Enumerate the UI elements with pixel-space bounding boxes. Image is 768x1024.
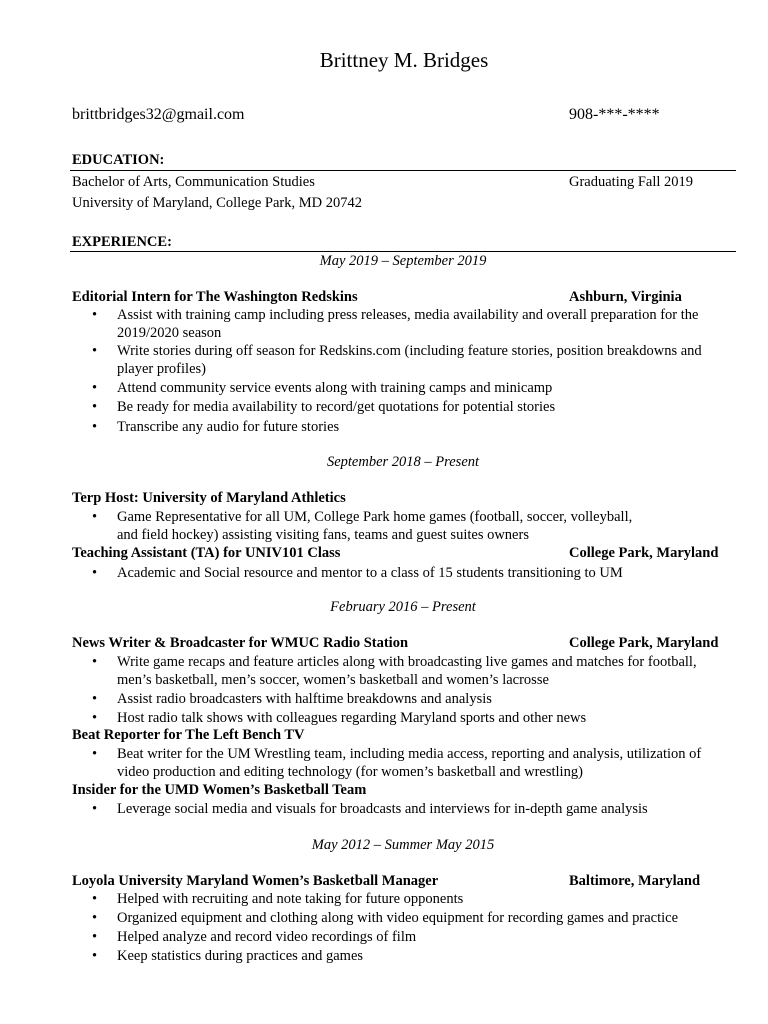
job-location: College Park, Maryland: [569, 635, 719, 651]
degree: Bachelor of Arts, Communication Studies: [72, 174, 315, 190]
bullet-text: Helped analyze and record video recordings of film: [117, 929, 417, 945]
bullet-text: player profiles): [117, 361, 206, 377]
job-title: Loyola University Maryland Women’s Basketball Manager: [72, 873, 439, 889]
job-title: Teaching Assistant (TA) for UNIV101 Class: [72, 545, 341, 561]
school: University of Maryland, College Park, MD 20742: [72, 195, 362, 211]
bullet-dot: •: [92, 891, 98, 907]
bullet-dot: •: [92, 343, 98, 359]
bullet-text: Assist radio broadcasters with halftime breakdowns and analysis: [117, 691, 492, 707]
bullet-text: Leverage social media and visuals for broadcasts and interviews for in-depth game analysis: [117, 801, 648, 817]
candidate-name: Brittney M. Bridges: [319, 48, 489, 72]
job-title: Editorial Intern for The Washington Redskins: [72, 289, 358, 305]
bullet-text: Host radio talk shows with colleagues regarding Maryland sports and other news: [117, 710, 587, 726]
date-range: September 2018 – Present: [326, 454, 480, 470]
job-location: College Park, Maryland: [569, 545, 719, 561]
bullet-text: Helped with recruiting and note taking for future opponents: [117, 891, 464, 907]
bullet-text: Organized equipment and clothing along with video equipment for recording games and practice: [117, 910, 679, 926]
job-location: Ashburn, Virginia: [569, 289, 682, 305]
bullet-text: Beat writer for the UM Wrestling team, including media access, reporting and analysis, utilization of: [117, 746, 702, 762]
bullet-text: Transcribe any audio for future stories: [117, 419, 340, 435]
bullet-dot: •: [92, 307, 98, 323]
bullet-text: 2019/2020 season: [117, 325, 222, 341]
bullet-text: Attend community service events along with training camps and minicamp: [117, 380, 553, 396]
bullet-dot: •: [92, 948, 98, 964]
bullet-text: Game Representative for all UM, College Park home games (football, soccer, volleyball,: [117, 509, 633, 525]
bullet-dot: •: [92, 565, 98, 581]
bullet-text: men’s basketball, men’s soccer, women’s basketball and women’s lacrosse: [117, 672, 549, 688]
bullet-dot: •: [92, 746, 98, 762]
job-location: Baltimore, Maryland: [569, 873, 701, 889]
bullet-text: video production and editing technology (for women’s basketball and wrestling): [117, 764, 583, 780]
bullet-text: Be ready for media availability to record/get quotations for potential stories: [117, 399, 556, 415]
bullet-text: Keep statistics during practices and games: [117, 948, 364, 964]
bullet-text: and field hockey) assisting visiting fans, teams and guest suites owners: [117, 527, 529, 543]
bullet-dot: •: [92, 380, 98, 396]
bullet-text: Write stories during off season for Redskins.com (including feature stories, position breakdowns and: [117, 343, 702, 359]
bullet-dot: •: [92, 654, 98, 670]
bullet-dot: •: [92, 801, 98, 817]
job-title: Terp Host: University of Maryland Athletics: [72, 490, 346, 506]
bullet-dot: •: [92, 509, 98, 525]
email-address: brittbridges32@gmail.com: [72, 106, 245, 123]
bullet-text: Academic and Social resource and mentor to a class of 15 students transitioning to UM: [117, 565, 623, 581]
experience-heading: EXPERIENCE:: [72, 234, 172, 250]
education-heading: EDUCATION:: [72, 152, 165, 168]
phone-number: 908-***-****: [569, 106, 660, 123]
experience-divider: [70, 251, 736, 252]
bullet-dot: •: [92, 910, 98, 926]
bullet-dot: •: [92, 710, 98, 726]
bullet-text: Assist with training camp including press releases, media availability and overall preparation for the: [117, 307, 699, 323]
job-title: Beat Reporter for The Left Bench TV: [72, 727, 305, 743]
graduation-date: Graduating Fall 2019: [569, 174, 694, 190]
date-range: May 2012 – Summer May 2015: [311, 837, 495, 853]
education-divider: [70, 170, 736, 171]
date-range: May 2019 – September 2019: [319, 253, 487, 269]
job-title: News Writer & Broadcaster for WMUC Radio Station: [72, 635, 409, 651]
date-range: February 2016 – Present: [330, 599, 476, 615]
bullet-dot: •: [92, 419, 98, 435]
bullet-dot: •: [92, 691, 98, 707]
bullet-dot: •: [92, 399, 98, 415]
job-title: Insider for the UMD Women’s Basketball Team: [72, 782, 367, 798]
bullet-text: Write game recaps and feature articles along with broadcasting live games and matches for football,: [117, 654, 697, 670]
bullet-dot: •: [92, 929, 98, 945]
